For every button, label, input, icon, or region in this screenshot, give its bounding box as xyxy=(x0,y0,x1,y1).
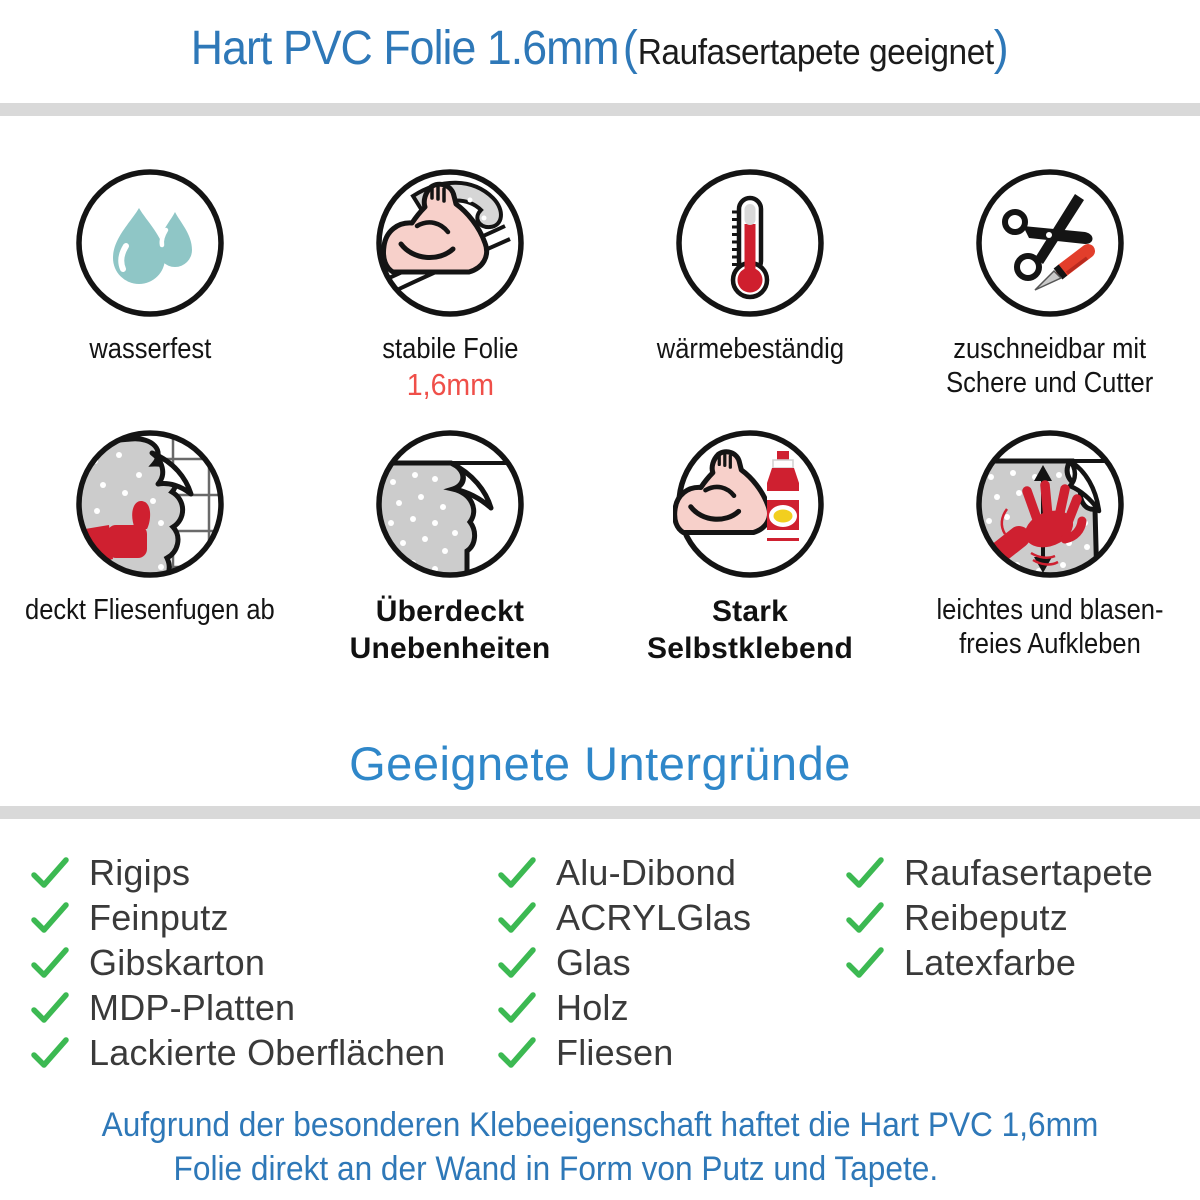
title-paren-open: ( xyxy=(623,22,639,75)
checkmark-icon xyxy=(845,856,885,890)
list-item: Reibeputz xyxy=(845,895,1153,940)
page-title xyxy=(0,18,1200,91)
list-item: Holz xyxy=(497,985,751,1030)
feature-stabile-folie xyxy=(300,166,600,402)
feature-label: Überdeckt Unebenheiten xyxy=(349,595,551,665)
list-item: Feinputz xyxy=(30,895,445,940)
feature-selbstklebend xyxy=(600,427,900,667)
checkmark-icon xyxy=(30,946,70,980)
feature-label: leichtes und blasen- freies Aufkleben xyxy=(936,594,1164,660)
title-paren-close: ) xyxy=(994,22,1009,75)
feature-unebenheiten xyxy=(300,427,600,667)
feature-wasserfest xyxy=(0,166,300,402)
checkmark-icon xyxy=(497,901,537,935)
checkmark-icon xyxy=(497,1036,537,1070)
feature-row-2 xyxy=(0,427,1200,667)
muscle-arm-foil-roll-icon xyxy=(373,166,527,320)
feature-fliesenfugen xyxy=(0,427,300,667)
checkmark-icon xyxy=(497,991,537,1025)
hand-smoothing-foil-icon xyxy=(973,427,1127,581)
checkmark-icon xyxy=(845,946,885,980)
title-main: Hart PVC Folie 1.6mm xyxy=(191,22,620,75)
feature-label: wärmebeständig xyxy=(656,333,844,365)
list-item: Rigips xyxy=(30,850,445,895)
checkmark-icon xyxy=(497,856,537,890)
footer-line-2: Folie direkt an der Wand in Form von Putz und Tapete. xyxy=(173,1150,939,1188)
feature-thickness-value: 1,6mm xyxy=(406,367,494,402)
list-item: Glas xyxy=(497,940,751,985)
checkmark-icon xyxy=(30,1036,70,1070)
list-item: Latexfarbe xyxy=(845,940,1153,985)
feature-label: wasserfest xyxy=(89,333,211,365)
feature-label: zuschneidbar mit Schere und Cutter xyxy=(946,333,1154,399)
thumbs-up-tile-joints-icon xyxy=(73,427,227,581)
feature-waermebestaendig xyxy=(600,166,900,402)
foil-peel-corner-icon xyxy=(373,427,527,581)
checklist-column-1 xyxy=(30,850,445,1075)
list-item: Gibskarton xyxy=(30,940,445,985)
thermometer-icon xyxy=(673,166,827,320)
surfaces-checklist xyxy=(0,850,1200,1090)
list-item: Lackierte Oberflächen xyxy=(30,1030,445,1075)
checkmark-icon xyxy=(30,901,70,935)
footer-note xyxy=(42,1103,1158,1191)
list-item: Alu-Dibond xyxy=(497,850,751,895)
checkmark-icon xyxy=(30,991,70,1025)
list-item: Raufasertapete xyxy=(845,850,1153,895)
feature-row-1 xyxy=(0,166,1200,402)
divider-bar-middle xyxy=(0,806,1200,819)
list-item: MDP-Platten xyxy=(30,985,445,1030)
feature-label: deckt Fliesenfugen ab xyxy=(25,594,275,626)
checklist-column-2 xyxy=(497,850,751,1075)
muscle-arm-glue-tube-icon xyxy=(673,427,827,581)
list-item: ACRYLGlas xyxy=(497,895,751,940)
surfaces-heading: Geeignete Untergründe xyxy=(349,737,851,790)
feature-zuschneidbar xyxy=(900,166,1200,402)
feature-label: stabile Folie xyxy=(381,333,519,365)
water-drops-icon xyxy=(73,166,227,320)
checkmark-icon xyxy=(845,901,885,935)
divider-bar-top xyxy=(0,103,1200,116)
title-subtitle: Raufasertapete geeignet xyxy=(638,31,995,72)
feature-aufkleben xyxy=(900,427,1200,667)
checkmark-icon xyxy=(497,946,537,980)
list-item: Fliesen xyxy=(497,1030,751,1075)
footer-line-1: Aufgrund der besonderen Klebeeigenschaft haftet die Hart PVC 1,6mm xyxy=(101,1106,1099,1144)
checkmark-icon xyxy=(30,856,70,890)
feature-label: Stark Selbstklebend xyxy=(647,595,853,665)
scissors-and-cutter-icon xyxy=(973,166,1127,320)
checklist-column-3 xyxy=(845,850,1153,985)
